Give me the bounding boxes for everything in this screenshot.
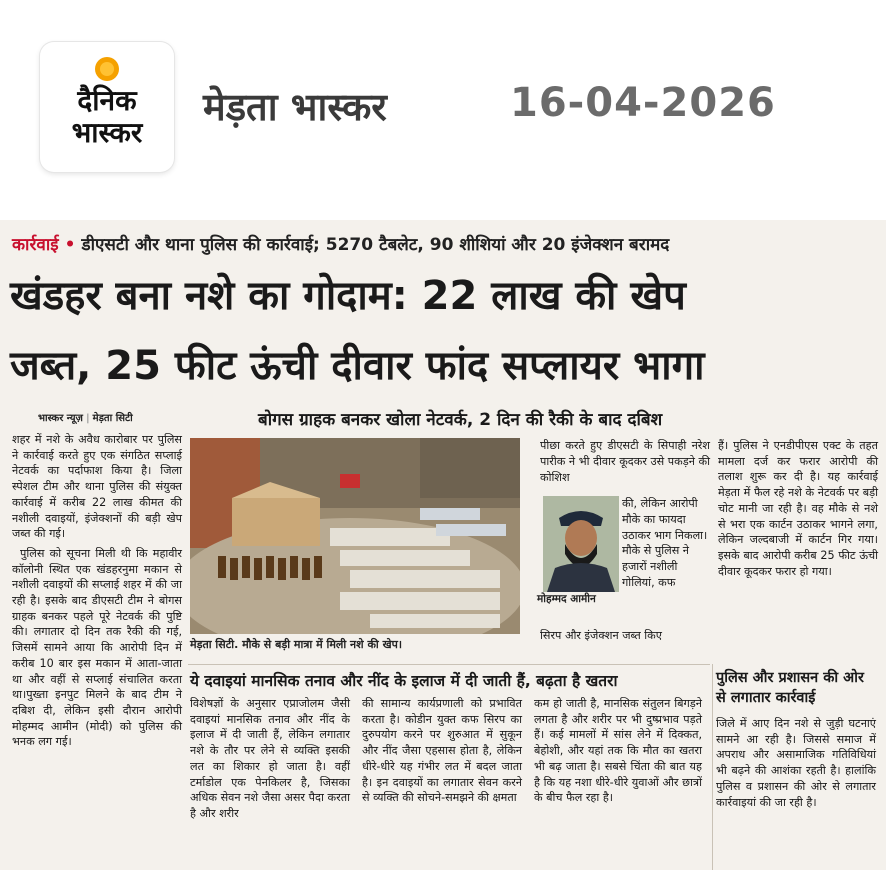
column-1-paragraph-1: शहर में नशे के अवैध कारोबार पर पुलिस ने कार्रवाई करते हुए एक संगठित सप्लाई नेटवर्क का पर्दाफाश किया है। जिला स्पेशल टीम और थाना पुलिस की संयुक्त कार्रवाई में करीब 22 लाख कीमत की नशीली दवाइयों, इंजेक्शनों की बड़ी खेप जब्त की गई। <box>12 433 182 541</box>
edition-date: 16-04-2026 <box>510 80 776 126</box>
article-column-6: की सामान्य कार्यप्रणाली को प्रभावित करता है। कोडीन युक्त कफ सिरप का दुरुपयोग करने पर शुरुआत में सुकून और नींद जैसा एहसास होता है, लेकिन धीरे-धीरे यह गंभीर लत में बदल जाता है। इन दवाइयों का लगातार सेवन करने से व्यक्ति की सोचने-समझने की क्षमता <box>362 697 522 805</box>
photo-caption: मेड़ता सिटी. मौके से बड़ी मात्रा में मिली नशे की खेप। <box>190 638 403 651</box>
subheadline: बोगस ग्राहक बनकर खोला नेटवर्क, 2 दिन की रैकी के बाद दबिश <box>258 410 663 430</box>
portrait-caption: मोहम्मद आमीन <box>537 593 596 605</box>
article-column-5: विशेषज्ञों के अनुसार एप्राजोलम जैसी दवाइयां मानसिक तनाव और नींद के इलाज में दी जाती हैं, लेकिन लगातार नशे के तौर पर लेने से व्यक्ति इसकी लत का शिकार हो जाता है। वहीं टर्माडोल एक पेनकिलर है, जिसका अधिक सेवन नशे जैसा असर पैदा करता है और शरीर <box>190 697 350 820</box>
edition-title: मेड़ता भास्कर <box>203 85 387 129</box>
seized-drugs-photo <box>190 438 520 634</box>
kicker-bullet: • <box>64 235 76 255</box>
logo-text-line2: भास्कर <box>71 116 143 149</box>
news-clipping <box>0 220 886 870</box>
portrait-illustration <box>543 496 619 592</box>
article-column-7: कम हो जाती है, मानसिक संतुलन बिगड़ने लगता है और शरीर पर भी दुष्प्रभाव पड़ते हैं। कई मामलों में सांस लेने में दिक्कत, बेहोशी, और यहां तक कि मौत का खतरा भी बढ़ जाता है। सबसे चिंता की बात यह है कि यह नशा धीरे-धीरे युवाओं और छात्रों के बीच फैल रहा है। <box>534 697 702 805</box>
kicker-text: डीएसटी और थाना पुलिस की कार्रवाई; 5270 टैबलेट, 90 शीशियां और 20 इंजेक्शन बरामद <box>81 235 670 255</box>
column-3-top: पीछा करते हुए डीएसटी के सिपाही नरेश पारीक ने भी दीवार कूदकर उसे पकड़ने की कोशिश <box>540 439 710 484</box>
column-divider <box>712 664 713 870</box>
byline <box>38 410 133 424</box>
byline-separator: | <box>85 413 90 424</box>
article-column-3-right: की, लेकिन आरोपी मौके का फायदा उठाकर भाग निकला। मौके से पुलिस ने हजारों नशीली गोलियां, कफ <box>622 497 708 589</box>
section-divider <box>188 664 710 665</box>
article-column-8: जिले में आए दिन नशे से जुड़ी घटनाएं सामने आ रही है। जिससे समाज में अपराध और असामाजिक गतिविधियां भी बढ़ने की आशंका रहती है। हालांकि पुलिस व प्रशासन की ओर से लगातार कार्रवाइयां की जा रही है। <box>716 717 876 809</box>
headline-line-1: खंडहर बना नशे का गोदाम: 22 लाख की खेप <box>10 273 686 319</box>
dainik-bhaskar-logo <box>40 42 174 172</box>
byline-source: भास्कर न्यूज़ <box>38 413 83 424</box>
sidebar-headline: पुलिस और प्रशासन की ओर से लगातार कार्रवाई <box>716 670 864 706</box>
kicker-label: कार्रवाई <box>12 235 59 255</box>
column-1-paragraph-2: पुलिस को सूचना मिली थी कि महावीर कॉलोनी स्थित एक खंडहरनुमा मकान से नशीली दवाइयों की सप्लाई शहर में की जा रही है। इसके बाद डीएसटी टीम ने बोगस ग्राहक बनकर पहले पूरे नेटवर्क की पुष्टि की। लगातार दो दिन तक रैकी की गई, जिसमें सामने आया कि आरोपी दिन में करीब 10 बार इस मकान में आता-जाता था और वहीं से सप्लाई संचालित करता था।पुख्ता इनपुट मिलने के बाद टीम ने दबिश दी, लेकिन इसी दौरान आरोपी मोहम्मद आमीन (मोदी) को पुलिस की भनक लग गई। <box>12 546 182 749</box>
article-column-3 <box>540 438 710 485</box>
headline-line-2: जब्त, 25 फीट ऊंची दीवार फांद सप्लायर भागा <box>10 343 705 389</box>
accused-portrait <box>543 496 619 592</box>
article-column-3-bottom: सिरप और इंजेक्शन जब्त किए <box>540 629 662 642</box>
sun-icon <box>92 54 122 84</box>
article-column-4: हैं। पुलिस ने एनडीपीएस एक्ट के तहत मामला दर्ज कर फरार आरोपी की तलाश शुरू कर दी है। यह कार्रवाई मेड़ता में फैल रहे नशे के नेटवर्क पर बड़ी चोट मानी जा रही है। वह मौके से नशे से भरा एक कार्टन उठाकर भागने लगा, लेकिन जल्दबाजी में कार्टन गिर गया। इसके बाद आरोपी करीब 25 फीट ऊंची दीवार कूदकर फरार हो गया। <box>718 439 878 578</box>
logo-text-line1: दैनिक <box>77 84 137 117</box>
secondary-headline: ये दवाइयां मानसिक तनाव और नींद के इलाज में दी जाती हैं, बढ़ता है खतरा <box>190 672 618 690</box>
seized-drugs-illustration <box>190 438 520 634</box>
masthead <box>0 0 886 200</box>
kicker <box>12 232 669 255</box>
article-column-1 <box>12 432 182 750</box>
byline-place: मेड़ता सिटी <box>92 413 133 424</box>
